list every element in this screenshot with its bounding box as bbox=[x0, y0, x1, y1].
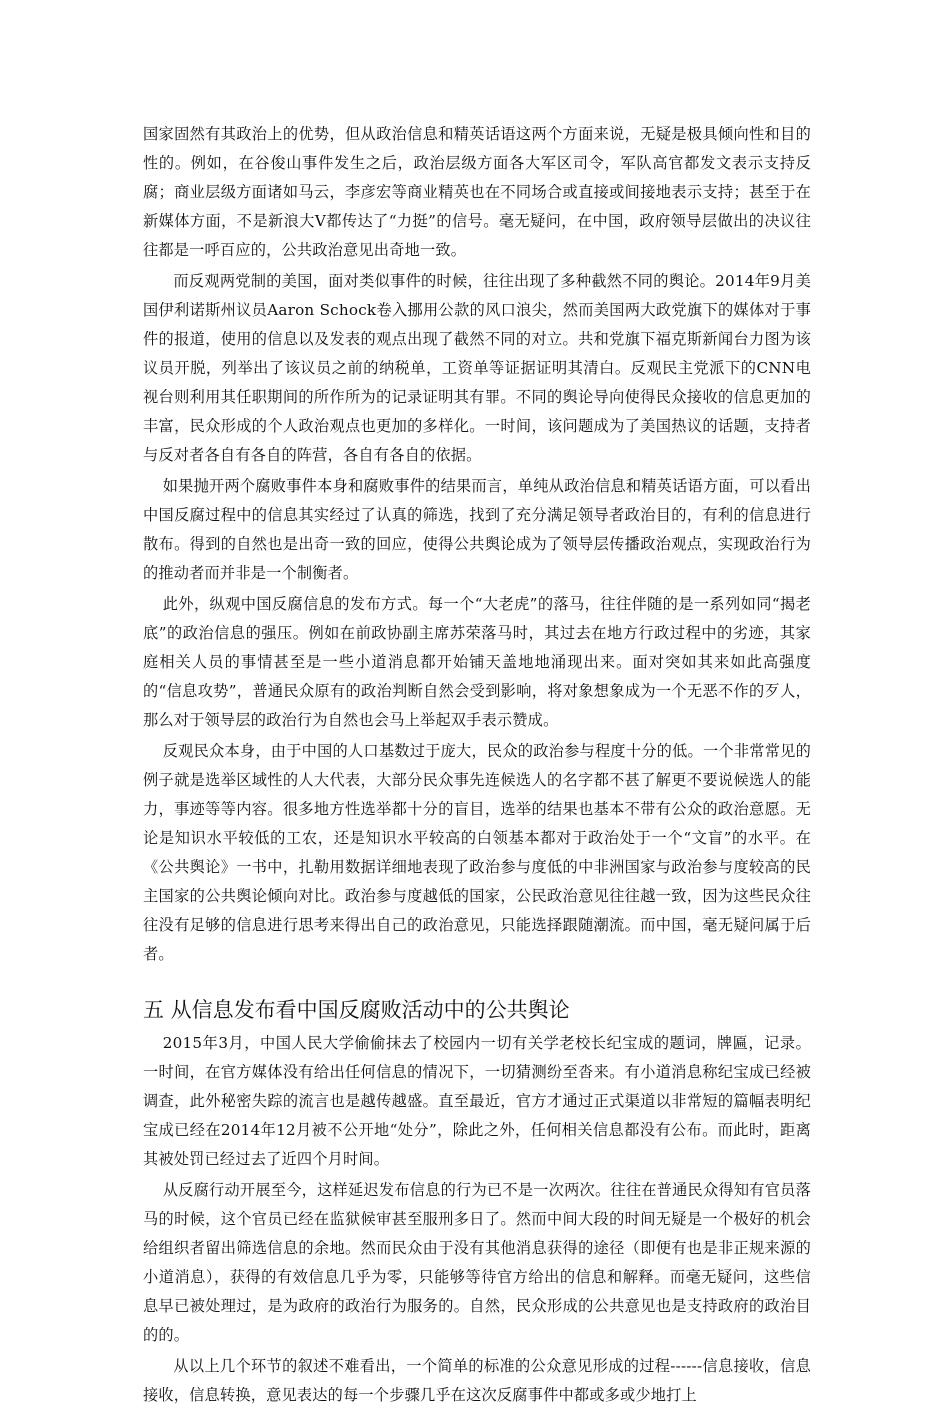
paragraph: 如果抛开两个腐败事件本身和腐败事件的结果而言，单纯从政治信息和精英话语方面，可以看出中国反腐过程中的信息其实经过了认真的筛选，找到了充分满足领导者政治目的，有利的信息进行散布。得到的自然也是出奇一致的回应，使得公共舆论成为了领导层传播政治观点，实现政治行为的推动者而并非是一个制衡者。 bbox=[143, 477, 811, 582]
paragraph: 此外，纵观中国反腐信息的发布方式。每一个“大老虎”的落马，往往伴随的是一系列如同“揭老底”的政治信息的强压。例如在前政协副主席苏荣落马时，其过去在地方行政过程中的劣迹，其家庭相关人员的事情甚至是一些小道消息都开始铺天盖地地涌现出来。面对突如其来如此高强度的“信息攻势”，普通民众原有的政治判断自然会受到影响，将对象想象成为一个无恶不作的歹人，那么对于领导层的政治行为自然也会马上举起双手表示赞成。 bbox=[143, 595, 811, 729]
document-body bbox=[143, 120, 811, 1412]
section-heading: 五 从信息发布看中国反腐败活动中的公共舆论 bbox=[143, 998, 570, 1022]
paragraph: 国家固然有其政治上的优势，但从政治信息和精英话语这两个方面来说，无疑是极具倾向性和目的性的。例如，在谷俊山事件发生之后，政治层级方面各大军区司令，军队高官都发文表示支持反腐；商业层级方面诸如马云，李彦宏等商业精英也在不同场合或直接或间接地表示支持；甚至于在新媒体方面，不是新浪大V都传达了“力挺”的信号。毫无疑问，在中国，政府领导层做出的决议往往都是一呼百应的，公共政治意见出奇地一致。 bbox=[143, 125, 811, 259]
paragraph: 而反观两党制的美国，面对类似事件的时候，往往出现了多种截然不同的舆论。2014年9月美国伊利诺斯州议员Aaron Schock卷入挪用公款的风口浪尖，然而美国两大政党旗下的媒体对于事件的报道，使用的信息以及发表的观点出现了截然不同的对立。共和党旗下福克斯新闻台力图为该议员开脱，列举出了该议员之前的纳税单，工资单等证据证明其清白。反观民主党派下的CNN电视台则利用其任职期间的所作所为的记录证明其有罪。不同的舆论导向使得民众接收的信息更加的丰富，民众形成的个人政治观点也更加的多样化。一时间，该问题成为了美国热议的话题，支持者与反对者各自有各自的阵营，各自有各自的依据。 bbox=[143, 272, 811, 464]
paragraph: 从反腐行动开展至今，这样延迟发布信息的行为已不是一次两次。往往在普通民众得知有官员落马的时候，这个官员已经在监狱候审甚至服刑多日了。然而中间大段的时间无疑是一个极好的机会给组织者留出筛选信息的余地。然而民众由于没有其他消息获得的途径（即便有也是非正规来源的小道消息），获得的有效信息几乎为零，只能够等待官方给出的信息和解释。而毫无疑问，这些信息早已被处理过，是为政府的政治行为服务的。自然，民众形成的公共意见也是支持政府的政治目的的。 bbox=[143, 1181, 811, 1344]
paragraph: 2015年3月，中国人民大学偷偷抹去了校园内一切有关学老校长纪宝成的题词，牌匾，记录。一时间，在官方媒体没有给出任何信息的情况下，一切猜测纷至沓来。有小道消息称纪宝成已经被调查，此外秘密失踪的流言也是越传越盛。直至最近，官方才通过正式渠道以非常短的篇幅表明纪宝成已经在2014年12月被不公开地“处分”，除此之外，任何相关信息都没有公布。而此时，距离其被处罚已经过去了近四个月时间。 bbox=[143, 1034, 811, 1168]
paragraph: 反观民众本身，由于中国的人口基数过于庞大，民众的政治参与程度十分的低。一个非常常见的例子就是选举区域性的人大代表，大部分民众事先连候选人的名字都不甚了解更不要说候选人的能力，事迹等等内容。很多地方性选举都十分的盲目，选举的结果也基本不带有公众的政治意愿。无论是知识水平较低的工农，还是知识水平较高的白领基本都对于政治处于一个“文盲”的水平。在《公共舆论》一书中，扎勒用数据详细地表现了政治参与度低的中非洲国家与政治参与度较高的民主国家的公共舆论倾向对比。政治参与度越低的国家，公民政治意见往往越一致，因为这些民众往往没有足够的信息进行思考来得出自己的政治意见，只能选择跟随潮流。而中国，毫无疑问属于后者。 bbox=[143, 742, 811, 963]
paragraph: 从以上几个环节的叙述不难看出，一个简单的标准的公众意见形成的过程------信息接收，信息接收，信息转换，意见表达的每一个步骤几乎在这次反腐事件中都或多或少地打上 bbox=[143, 1357, 811, 1404]
